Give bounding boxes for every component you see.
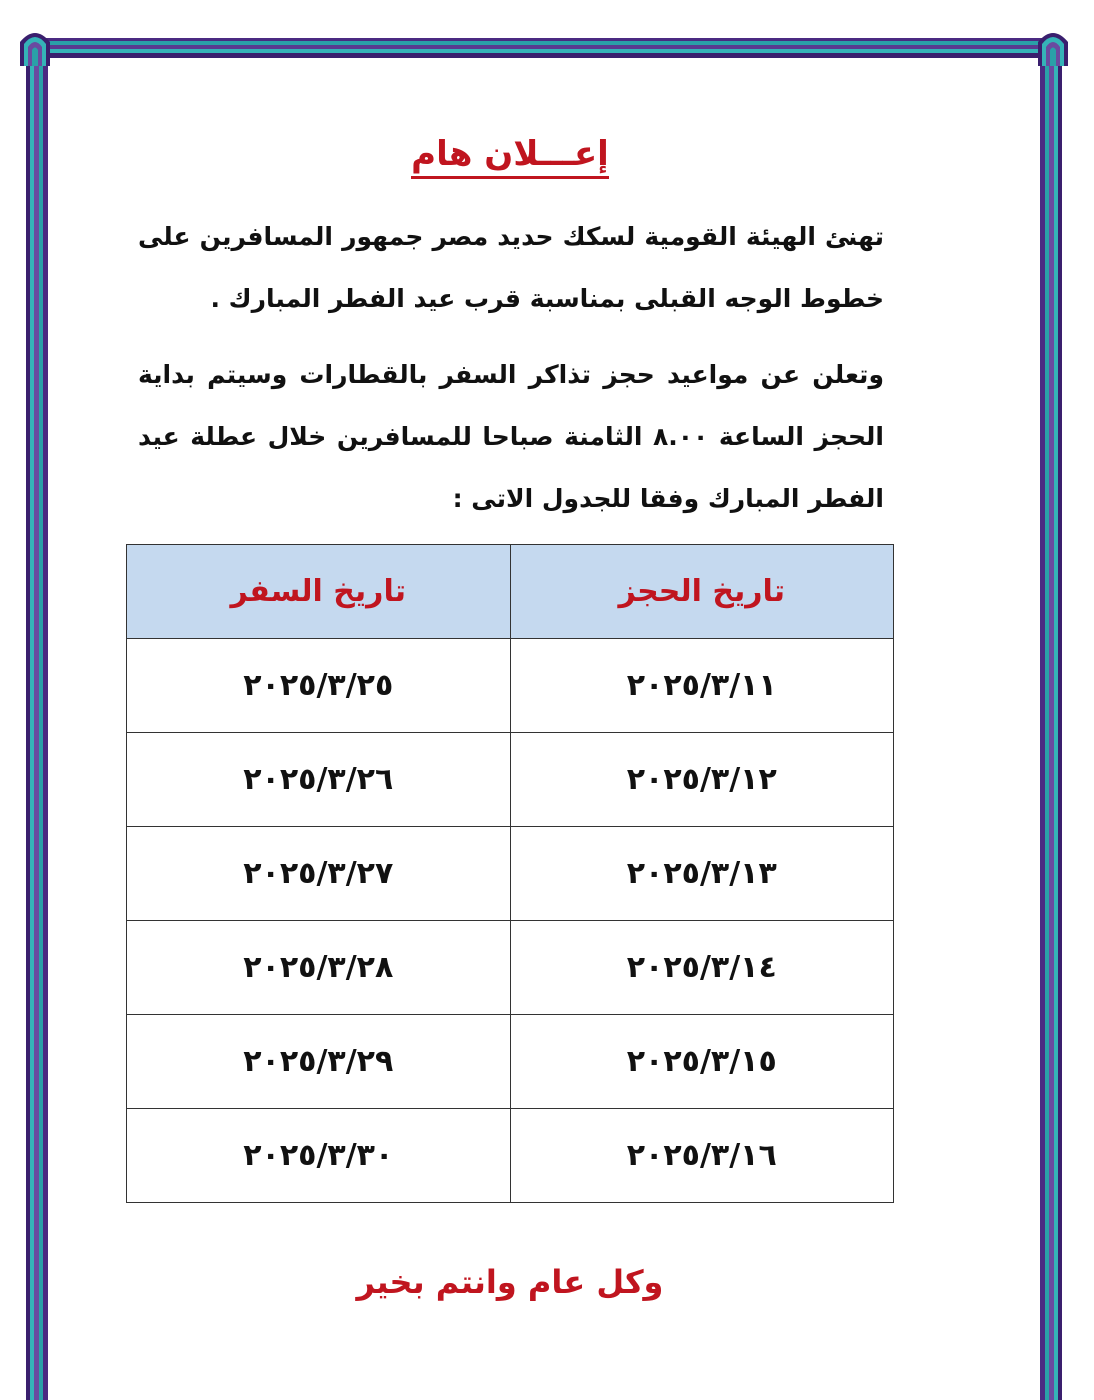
table-header-row	[127, 545, 894, 639]
booking-date-cell: ٢٠٢٥/٣/١٣	[510, 827, 894, 921]
greeting-paragraph: تهنئ الهيئة القومية لسكك حديد مصر جمهور المسافرين على خطوط الوجه القبلى بمناسبة قرب عيد الفطر المبارك .	[138, 222, 884, 313]
table-row	[127, 921, 894, 1015]
booking-date-cell: ٢٠٢٥/٣/١٦	[510, 1109, 894, 1203]
travel-date-cell: ٢٠٢٥/٣/٢٧	[127, 827, 511, 921]
table-row	[127, 1015, 894, 1109]
table-row	[127, 639, 894, 733]
booking-info-paragraph: وتعلن عن مواعيد حجز تذاكر السفر بالقطارات وسيتم بداية الحجز الساعة ٨.٠٠ الثامنة صباحا للمسافرين خلال عطلة عيد الفطر المبارك وفقا للجدول الاتى :	[138, 360, 884, 513]
frame-top-border	[38, 38, 1056, 58]
table-row	[127, 1109, 894, 1203]
corner-arch-ornament-left	[18, 26, 52, 66]
travel-date-cell: ٢٠٢٥/٣/٣٠	[127, 1109, 511, 1203]
booking-date-cell: ٢٠٢٥/٣/١٢	[510, 733, 894, 827]
corner-arch-ornament-right	[1036, 26, 1070, 66]
announcement-title	[300, 124, 720, 184]
booking-date-cell: ٢٠٢٥/٣/١١	[510, 639, 894, 733]
travel-date-cell: ٢٠٢٥/٣/٢٨	[127, 921, 511, 1015]
frame-left-border	[26, 58, 48, 1400]
booking-date-header: تاريخ الحجز	[510, 545, 894, 639]
booking-schedule-table	[126, 544, 894, 1203]
table-row	[127, 827, 894, 921]
travel-date-header: تاريخ السفر	[127, 545, 511, 639]
booking-date-cell: ٢٠٢٥/٣/١٥	[510, 1015, 894, 1109]
booking-date-cell: ٢٠٢٥/٣/١٤	[510, 921, 894, 1015]
frame-right-border	[1040, 58, 1062, 1400]
announcement-title-text: إعـــلان هام	[411, 134, 609, 179]
travel-date-cell: ٢٠٢٥/٣/٢٥	[127, 639, 511, 733]
table-row	[127, 733, 894, 827]
travel-date-cell: ٢٠٢٥/٣/٢٩	[127, 1015, 511, 1109]
closing-greeting: وكل عام وانتم بخير	[356, 1263, 664, 1301]
travel-date-cell: ٢٠٢٥/٣/٢٦	[127, 733, 511, 827]
